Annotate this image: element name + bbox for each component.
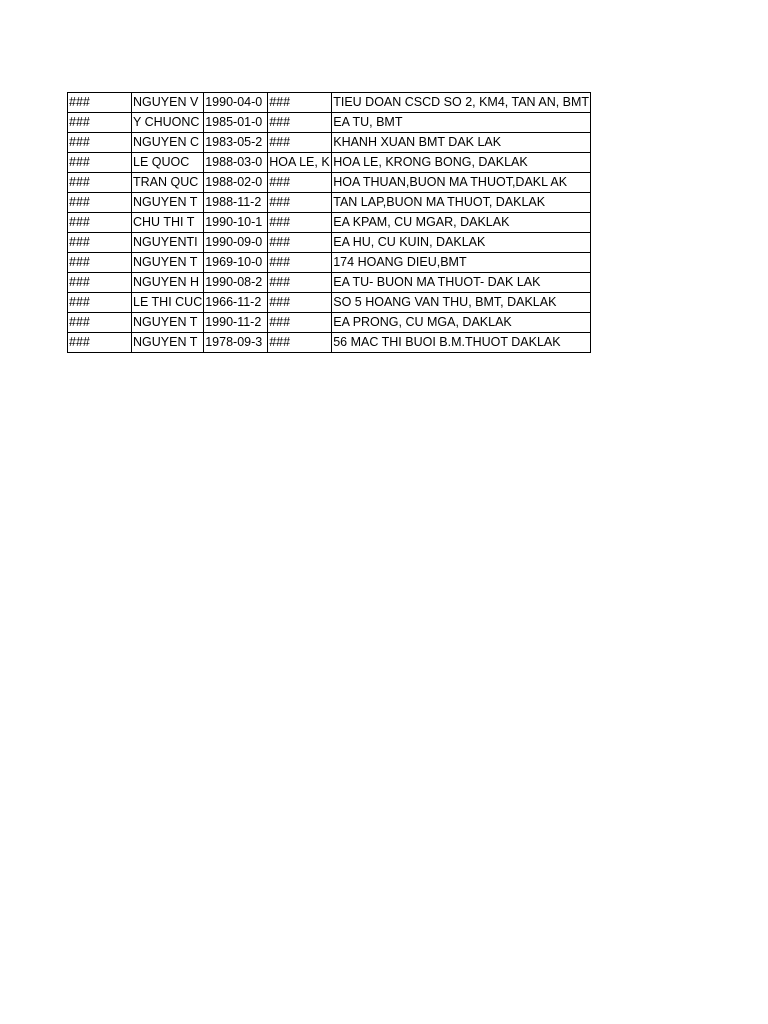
cell-id-text: ### (69, 215, 90, 229)
cell-col-d-text: ### (269, 235, 291, 249)
cell-id-text: ### (69, 235, 90, 249)
cell-name-text: NGUYEN T (133, 255, 198, 269)
cell-id[interactable] (68, 293, 132, 313)
cell-dob-text: 1988-03-0 (205, 155, 263, 169)
table-body (68, 93, 591, 353)
cell-address-text: TIEU DOAN CSCD SO 2, KM4, TAN AN, BMT (333, 95, 590, 109)
cell-name[interactable] (132, 233, 204, 253)
cell-name[interactable] (132, 193, 204, 213)
cell-col-d[interactable] (268, 173, 332, 193)
cell-dob-text: 1988-11-2 (205, 195, 262, 209)
table-row (68, 93, 591, 113)
cell-address[interactable] (332, 253, 591, 273)
cell-id[interactable] (68, 313, 132, 333)
cell-dob-text: 1990-09-0 (205, 235, 263, 249)
cell-address-text: HOA LE, KRONG BONG, DAKLAK (333, 155, 528, 169)
cell-id-text: ### (69, 135, 90, 149)
cell-name[interactable] (132, 313, 204, 333)
cell-name-text: NGUYEN T (133, 315, 198, 329)
cell-dob[interactable] (204, 193, 268, 213)
cell-id-text: ### (69, 95, 90, 109)
table-row (68, 193, 591, 213)
cell-id[interactable] (68, 333, 132, 353)
cell-name-text: NGUYEN C (133, 135, 199, 149)
cell-col-d-text: ### (269, 315, 291, 329)
cell-col-d[interactable] (268, 253, 332, 273)
cell-id-text: ### (69, 255, 90, 269)
cell-dob-text: 1983-05-2 (205, 135, 263, 149)
cell-name-text: NGUYEN V (133, 95, 199, 109)
cell-id[interactable] (68, 153, 132, 173)
cell-dob-text: 1978-09-3 (205, 335, 263, 349)
cell-name-text: NGUYEN T (133, 335, 198, 349)
table-row (68, 233, 591, 253)
cell-dob-text: 1990-08-2 (205, 275, 263, 289)
cell-id-text: ### (69, 115, 90, 129)
cell-col-d[interactable] (268, 213, 332, 233)
cell-address[interactable] (332, 313, 591, 333)
table-row (68, 153, 591, 173)
table-row (68, 133, 591, 153)
cell-address-text: EA TU- BUON MA THUOT- DAK LAK (333, 275, 541, 289)
cell-name-text: CHU THI T (133, 215, 195, 229)
cell-id-text: ### (69, 175, 90, 189)
cell-col-d-text: ### (269, 295, 291, 309)
cell-dob[interactable] (204, 173, 268, 193)
table-row (68, 213, 591, 233)
cell-col-d-text: ### (269, 115, 291, 129)
cell-name[interactable] (132, 113, 204, 133)
table-row (68, 113, 591, 133)
cell-address-text: EA HU, CU KUIN, DAKLAK (333, 235, 486, 249)
cell-address-text: 174 HOANG DIEU,BMT (333, 255, 467, 269)
cell-name[interactable] (132, 253, 204, 273)
cell-id[interactable] (68, 133, 132, 153)
cell-dob-text: 1966-11-2 (205, 295, 262, 309)
cell-id[interactable] (68, 253, 132, 273)
cell-id-text: ### (69, 155, 90, 169)
cell-col-d[interactable] (268, 113, 332, 133)
cell-col-d[interactable] (268, 273, 332, 293)
cell-col-d[interactable] (268, 313, 332, 333)
cell-dob[interactable] (204, 273, 268, 293)
cell-name-text: Y CHUONC (133, 115, 200, 129)
cell-dob[interactable] (204, 213, 268, 233)
cell-id[interactable] (68, 113, 132, 133)
data-table (67, 92, 591, 353)
cell-col-d-text: ### (269, 195, 291, 209)
cell-address[interactable] (332, 173, 591, 193)
cell-dob[interactable] (204, 233, 268, 253)
cell-address[interactable] (332, 293, 591, 313)
cell-address[interactable] (332, 153, 591, 173)
cell-dob-text: 1990-04-0 (205, 95, 263, 109)
cell-id[interactable] (68, 213, 132, 233)
cell-name[interactable] (132, 173, 204, 193)
cell-address[interactable] (332, 133, 591, 153)
cell-dob[interactable] (204, 293, 268, 313)
cell-col-d-text: ### (269, 95, 291, 109)
cell-id-text: ### (69, 335, 90, 349)
cell-address-text: EA KPAM, CU MGAR, DAKLAK (333, 215, 510, 229)
cell-col-d[interactable] (268, 133, 332, 153)
cell-dob[interactable] (204, 113, 268, 133)
cell-address[interactable] (332, 193, 591, 213)
cell-col-d[interactable] (268, 153, 332, 173)
cell-dob-text: 1990-10-1 (205, 215, 263, 229)
cell-name-text: NGUYEN H (133, 275, 199, 289)
cell-col-d-text: ### (269, 255, 291, 269)
cell-col-d-text: ### (269, 275, 291, 289)
cell-id[interactable] (68, 173, 132, 193)
cell-id[interactable] (68, 93, 132, 113)
cell-id-text: ### (69, 295, 90, 309)
cell-col-d[interactable] (268, 333, 332, 353)
cell-col-d-text: ### (269, 215, 291, 229)
cell-dob-text: 1985-01-0 (205, 115, 263, 129)
cell-dob-text: 1969-10-0 (205, 255, 263, 269)
cell-id-text: ### (69, 195, 90, 209)
table-row (68, 293, 591, 313)
cell-dob[interactable] (204, 93, 268, 113)
cell-col-d-text: HOA LE, K (269, 155, 330, 169)
cell-col-d[interactable] (268, 293, 332, 313)
cell-col-d-text: ### (269, 335, 291, 349)
cell-dob-text: 1988-02-0 (205, 175, 263, 189)
cell-address-text: EA PRONG, CU MGA, DAKLAK (333, 315, 512, 329)
cell-name[interactable] (132, 93, 204, 113)
table-row (68, 313, 591, 333)
cell-address-text: SO 5 HOANG VAN THU, BMT, DAKLAK (333, 295, 557, 309)
cell-address-text: KHANH XUAN BMT DAK LAK (333, 135, 502, 149)
cell-id-text: ### (69, 315, 90, 329)
cell-address-text: HOA THUAN,BUON MA THUOT,DAKL AK (333, 175, 568, 189)
cell-address-text: EA TU, BMT (333, 115, 403, 129)
cell-address[interactable] (332, 93, 591, 113)
cell-name-text: NGUYEN T (133, 195, 198, 209)
cell-col-d[interactable] (268, 233, 332, 253)
table-row (68, 273, 591, 293)
cell-dob[interactable] (204, 153, 268, 173)
cell-name-text: TRAN QUC (133, 175, 199, 189)
table-row (68, 253, 591, 273)
cell-name-text: LE QUOC (133, 155, 190, 169)
cell-name[interactable] (132, 213, 204, 233)
cell-col-d-text: ### (269, 175, 291, 189)
cell-dob[interactable] (204, 333, 268, 353)
cell-address[interactable] (332, 233, 591, 253)
cell-col-d[interactable] (268, 193, 332, 213)
cell-address[interactable] (332, 273, 591, 293)
cell-name[interactable] (132, 333, 204, 353)
cell-id[interactable] (68, 273, 132, 293)
cell-dob[interactable] (204, 133, 268, 153)
cell-dob[interactable] (204, 253, 268, 273)
cell-id-text: ### (69, 275, 90, 289)
cell-name-text: LE THI CUC (133, 295, 203, 309)
cell-dob[interactable] (204, 313, 268, 333)
table-row (68, 173, 591, 193)
cell-name-text: NGUYENTI (133, 235, 198, 249)
cell-address[interactable] (332, 333, 591, 353)
cell-dob-text: 1990-11-2 (205, 315, 262, 329)
cell-col-d-text: ### (269, 135, 291, 149)
cell-address-text: TAN LAP,BUON MA THUOT, DAKLAK (333, 195, 546, 209)
table-row (68, 333, 591, 353)
cell-id[interactable] (68, 193, 132, 213)
cell-address[interactable] (332, 113, 591, 133)
cell-address[interactable] (332, 213, 591, 233)
cell-id[interactable] (68, 233, 132, 253)
cell-address-text: 56 MAC THI BUOI B.M.THUOT DAKLAK (333, 335, 561, 349)
cell-name[interactable] (132, 293, 204, 313)
cell-name[interactable] (132, 273, 204, 293)
cell-name[interactable] (132, 133, 204, 153)
cell-col-d[interactable] (268, 93, 332, 113)
cell-name[interactable] (132, 153, 204, 173)
